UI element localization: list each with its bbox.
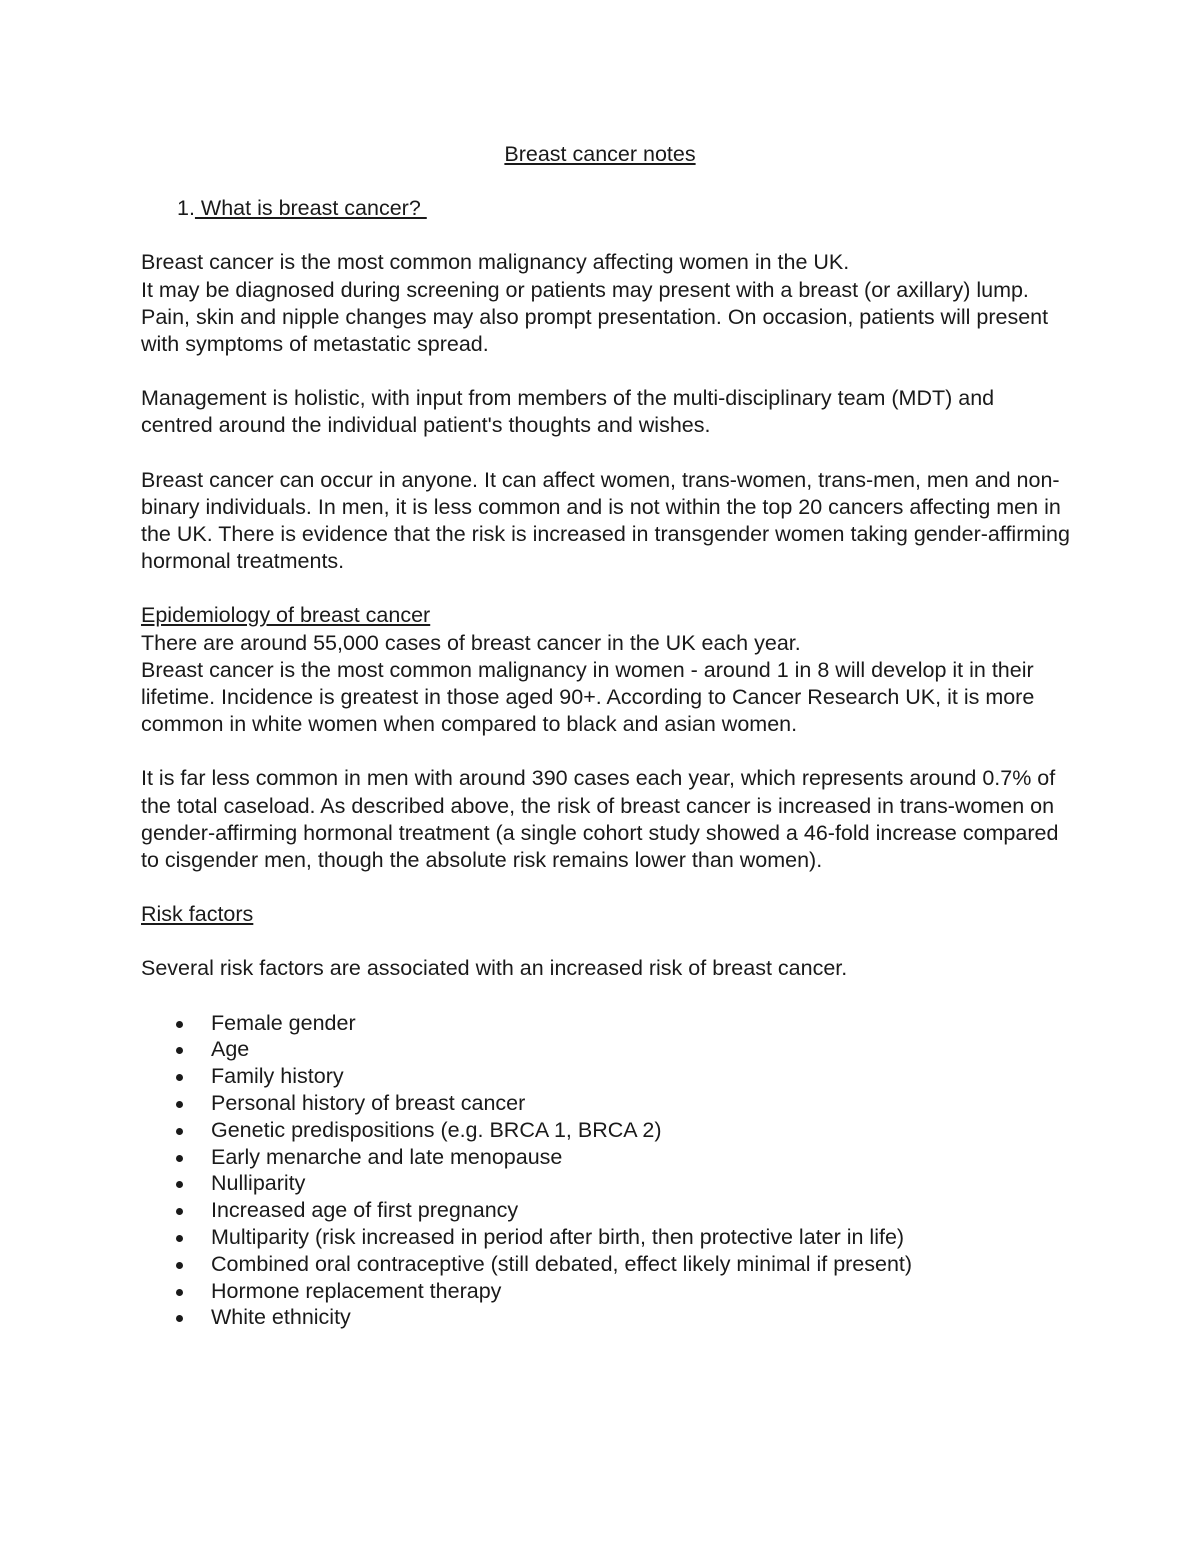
bullet-icon	[176, 1289, 183, 1296]
list-item: Female gender	[141, 1010, 1071, 1037]
bullet-icon	[176, 1262, 183, 1269]
list-item: Personal history of breast cancer	[141, 1090, 1071, 1117]
list-item: Combined oral contraceptive (still debated, effect likely minimal if present)	[141, 1251, 1071, 1278]
list-item: Family history	[141, 1063, 1071, 1090]
epidemiology-incidence: Breast cancer is the most common malignancy in women - around 1 in 8 will develop it in their lifetime. Incidence is greatest in those aged 90+. According to Cancer Research UK, it is more common in white women when compared to black and asian women.	[141, 657, 1035, 737]
list-item: Early menarche and late menopause	[141, 1144, 1071, 1171]
list-item: Increased age of first pregnancy	[141, 1197, 1071, 1224]
list-item: Genetic predispositions (e.g. BRCA 1, BRCA 2)	[141, 1117, 1071, 1144]
bullet-icon	[176, 1128, 183, 1135]
page-title: Breast cancer notes	[504, 142, 696, 166]
risk-factors-list	[141, 1010, 1071, 1332]
paragraph-intro-line: Breast cancer is the most common malignancy affecting women in the UK.	[141, 250, 850, 275]
list-item: Hormone replacement therapy	[141, 1278, 1071, 1305]
paragraph-management: Management is holistic, with input from members of the multi-disciplinary team (MDT) and centred around the individual patient's thoughts and wishes.	[141, 386, 995, 438]
epidemiology-heading: Epidemiology of breast cancer	[141, 603, 431, 628]
epidemiology-section	[141, 602, 1071, 738]
list-item: White ethnicity	[141, 1304, 1071, 1331]
list-item: Multiparity (risk increased in period after birth, then protective later in life)	[141, 1224, 1071, 1251]
risk-factors-heading: Risk factors	[141, 902, 254, 927]
bullet-icon	[176, 1208, 183, 1215]
risk-factors-intro: Several risk factors are associated with an increased risk of breast cancer.	[141, 956, 848, 981]
list-item: Nulliparity	[141, 1170, 1071, 1197]
section-number: 1.	[177, 196, 195, 221]
bullet-icon	[176, 1101, 183, 1108]
risk-factors-section	[141, 901, 1071, 928]
document-body	[141, 141, 1071, 1331]
epidemiology-cases: There are around 55,000 cases of breast cancer in the UK each year.	[141, 630, 801, 655]
bullet-icon	[176, 1074, 183, 1081]
bullet-icon	[176, 1181, 183, 1188]
bullet-icon	[176, 1021, 183, 1028]
section-heading-what-is	[141, 195, 1071, 222]
bullet-icon	[176, 1155, 183, 1162]
bullet-icon	[176, 1315, 183, 1322]
epidemiology-men: It is far less common in men with around 390 cases each year, which represents around 0.7% of the total caseload. As described above, the risk of breast cancer is increased in trans-women on gender-affirming hormonal treatment (a single cohort study showed a 46-fold increase compared to cisgender men, though the absolute risk remains lower than women).	[141, 766, 1059, 873]
bullet-icon	[176, 1235, 183, 1242]
section-title: What is breast cancer?	[194, 196, 427, 221]
list-item: Age	[141, 1036, 1071, 1063]
paragraph-diagnosis: It may be diagnosed during screening or patients may present with a breast (or axillary) lump. Pain, skin and nipple changes may also prompt presentation. On occasion, patients will present with symptoms of metastatic spread.	[141, 277, 1049, 356]
bullet-icon	[176, 1047, 183, 1054]
paragraph-who-affected: Breast cancer can occur in anyone. It can affect women, trans-women, trans-men, men and non-binary individuals. In men, it is less common and is not within the top 20 cancers affecting men in the UK. There is evidence that the risk is increased in transgender women taking gender-affirming hormonal treatments.	[141, 467, 1070, 574]
